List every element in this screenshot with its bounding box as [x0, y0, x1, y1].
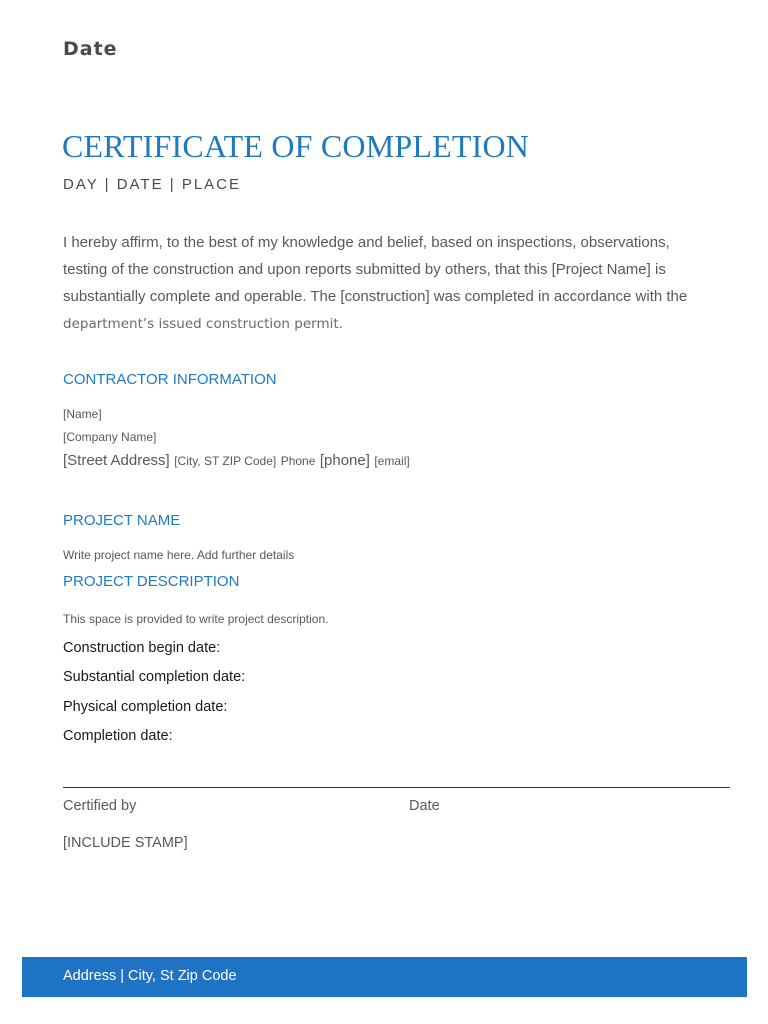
- signature-line: [63, 787, 730, 788]
- contractor-street: [Street Address]: [63, 452, 170, 469]
- contractor-heading: CONTRACTOR INFORMATION: [63, 371, 277, 388]
- intro-main-text: I hereby affirm, to the best of my knowledge and belief, based on inspections, observations, testing of the construction and upon reports submitted by others, that this [Project Name] is substantially complete and operable. The [construction] was completed in accordance with the: [63, 234, 688, 305]
- header-date: Date: [63, 38, 118, 60]
- intro-paragraph: [63, 229, 713, 338]
- completion-date-label: Completion date:: [63, 728, 173, 744]
- contractor-city: [City, ST ZIP Code]: [174, 454, 277, 468]
- contractor-company: [Company Name]: [63, 430, 157, 444]
- project-description-text: This space is provided to write project description.: [63, 612, 329, 626]
- contractor-name: [Name]: [63, 407, 102, 421]
- footer-address: Address | City, St Zip Code: [63, 968, 237, 984]
- contractor-phone: [phone]: [319, 452, 370, 469]
- construction-begin-date-label: Construction begin date:: [63, 640, 221, 656]
- intro-tail-text: department’s issued construction permit.: [63, 316, 343, 332]
- certificate-title: CERTIFICATE OF COMPLETION: [62, 128, 530, 164]
- project-name-heading: PROJECT NAME: [63, 512, 181, 529]
- project-name-text: Write project name here. Add further details: [63, 548, 295, 562]
- contractor-phone-label: Phone: [280, 454, 316, 468]
- signature-date-label: Date: [409, 798, 440, 814]
- certificate-subtitle: DAY | DATE | PLACE: [63, 176, 242, 193]
- physical-completion-date-label: Physical completion date:: [63, 699, 228, 715]
- substantial-completion-date-label: Substantial completion date:: [63, 669, 246, 685]
- stamp-placeholder: [INCLUDE STAMP]: [63, 835, 188, 851]
- footer-bar: [22, 957, 747, 997]
- project-description-heading: PROJECT DESCRIPTION: [63, 573, 240, 590]
- contractor-email: [email]: [374, 454, 410, 468]
- certified-by-label: Certified by: [63, 798, 137, 814]
- contractor-address-line: [63, 452, 410, 470]
